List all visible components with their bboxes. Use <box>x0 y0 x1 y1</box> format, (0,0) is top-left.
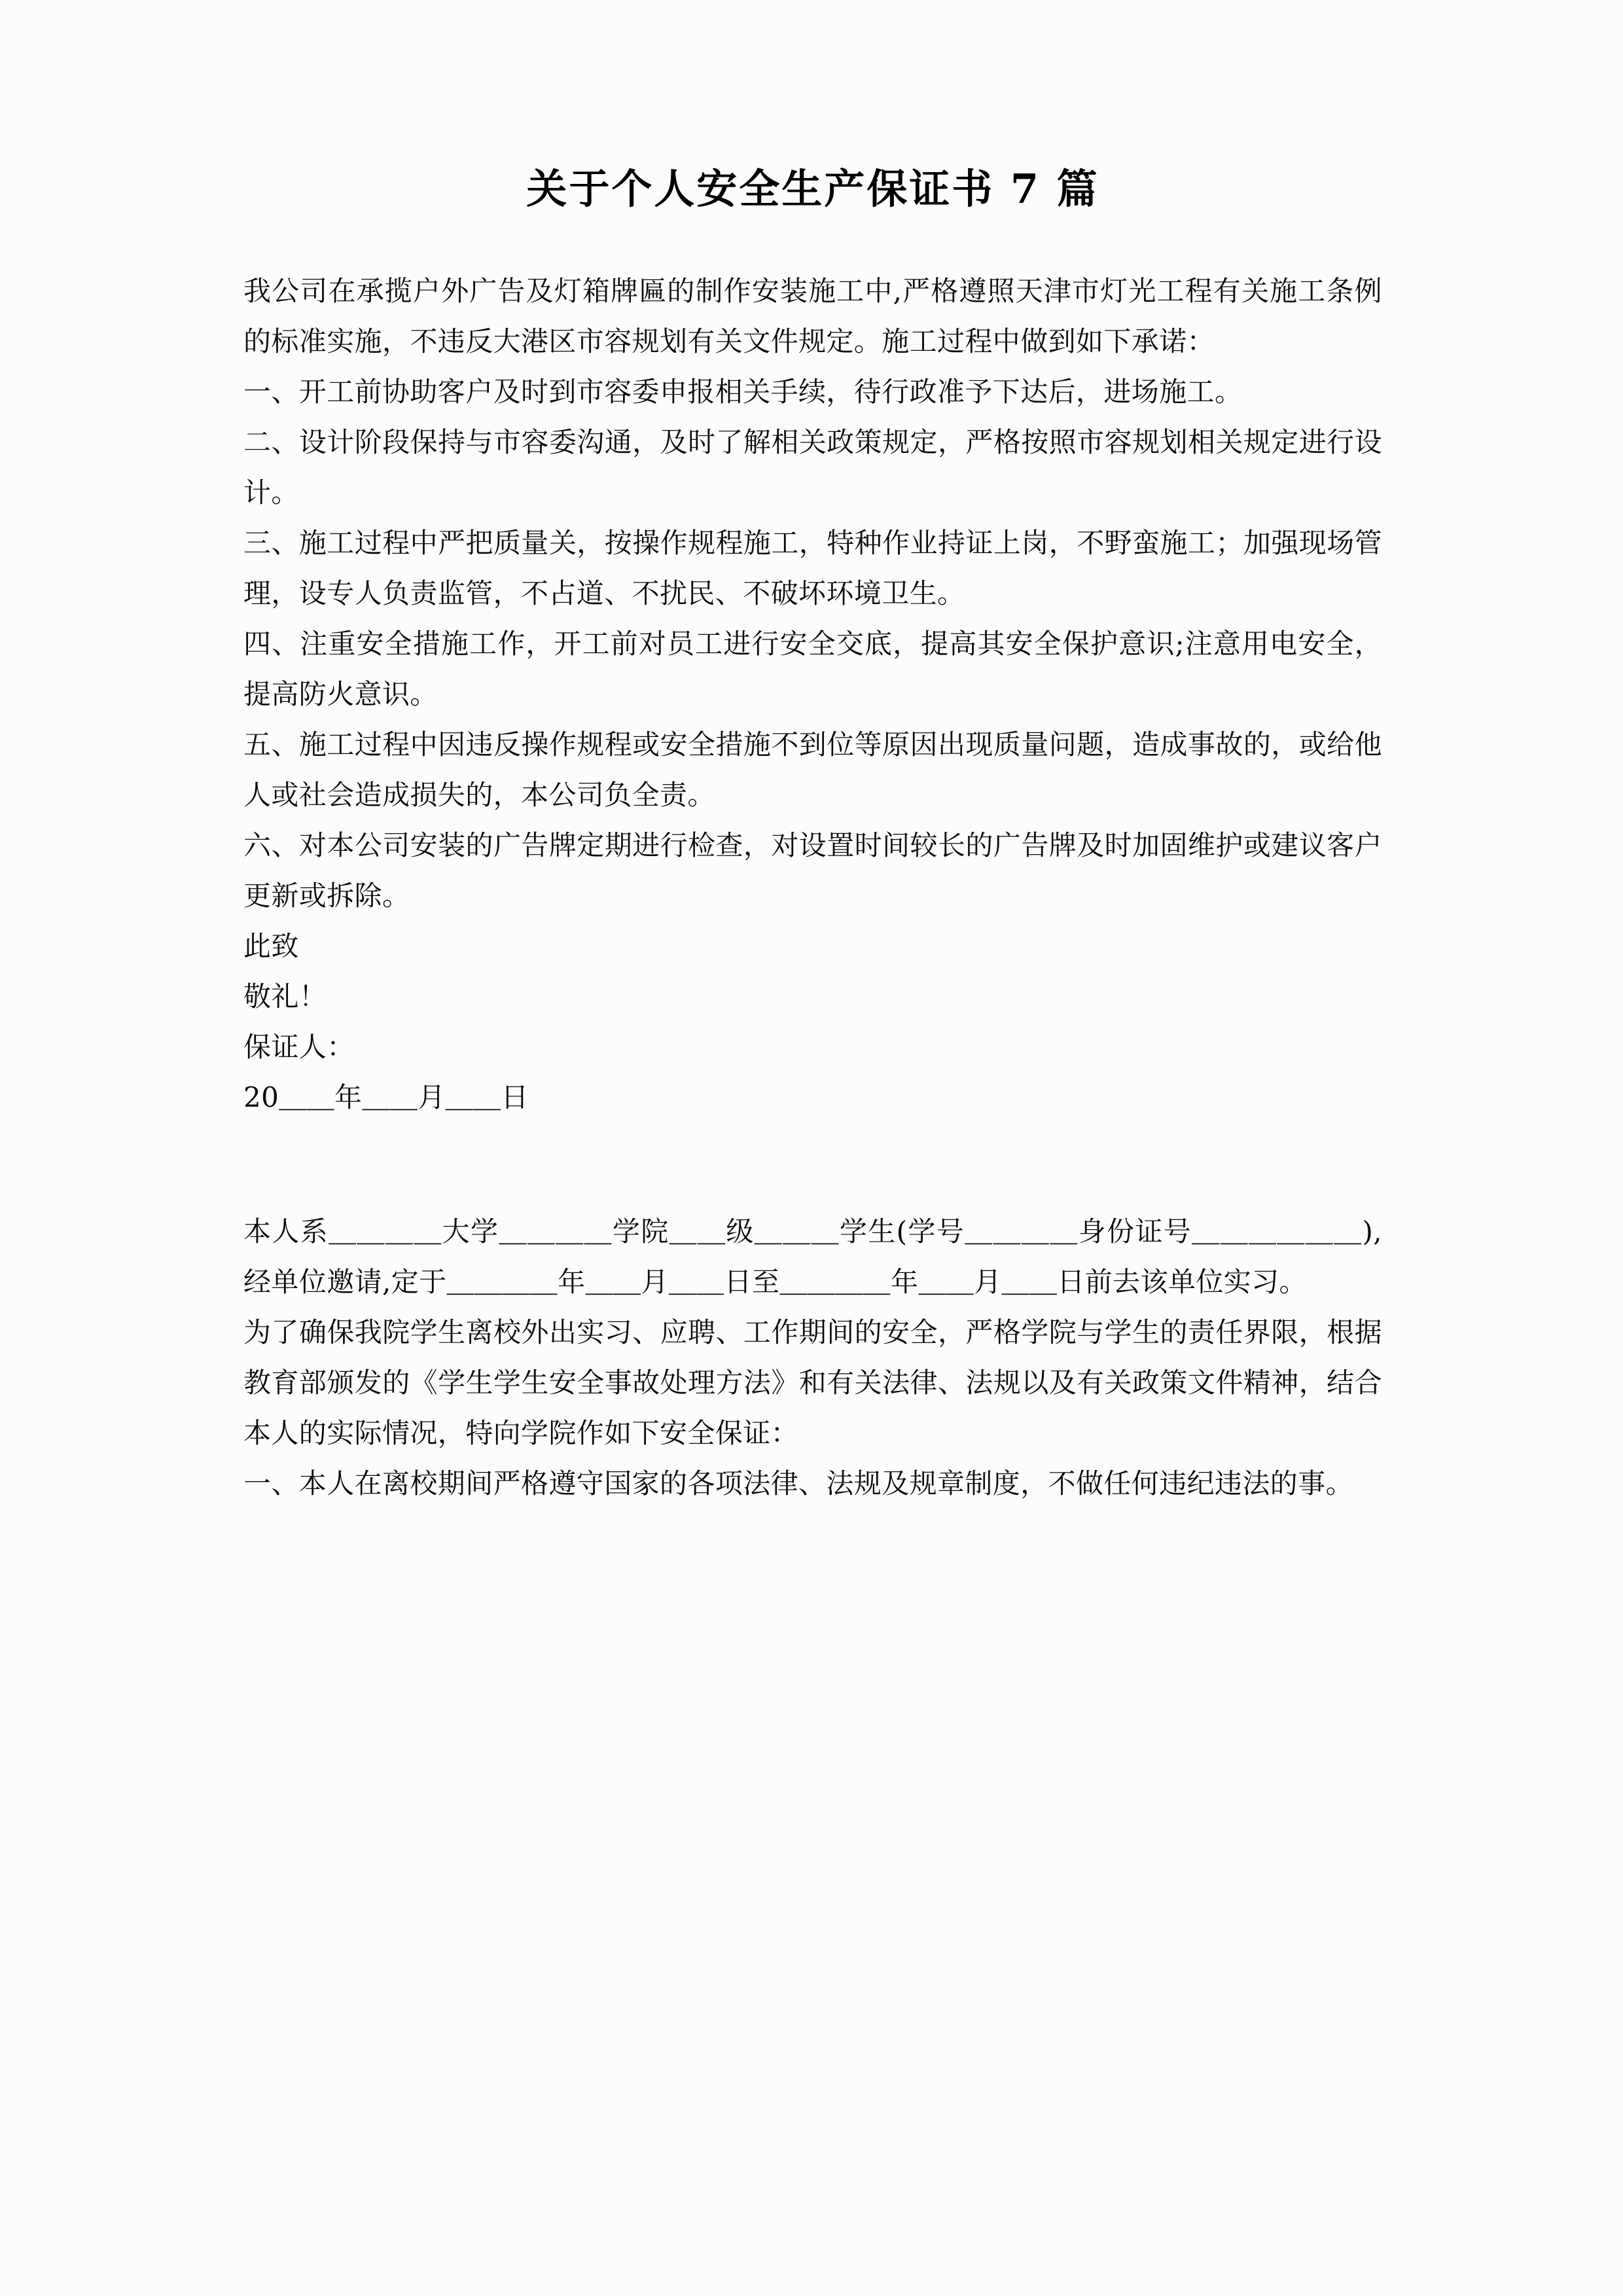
guarantor-signature-line: 保证人： <box>243 1030 355 1063</box>
section-divider-space <box>243 1122 1382 1206</box>
pledge-item-2: 二、设计阶段保持与市容委沟通，及时了解相关政策规定，严格按照市容规划相关规定进行设计。 <box>243 425 1382 509</box>
section-company-safety-pledge <box>243 266 1382 1122</box>
closing-jing-li: 敬礼！ <box>243 980 327 1013</box>
intro-paragraph: 我公司在承揽户外广告及灯箱牌匾的制作安装施工中,严格遵照天津市灯光工程有关施工条例的标准实施，不违反大港区市容规划有关文件规定。施工过程中做到如下承诺： <box>243 274 1382 357</box>
pledge-item-4: 四、注重安全措施工作，开工前对员工进行安全交底，提高其安全保护意识;注意用电安全，提高防火意识。 <box>243 627 1382 710</box>
pledge-item-1: 一、开工前协助客户及时到市容委申报相关手续，待行政准予下达后，进场施工。 <box>243 375 1243 408</box>
pledge-item-3: 三、施工过程中严把质量关，按操作规程施工，特种作业持证上岗，不野蛮施工；加强现场管理，设专人负责监管，不占道、不扰民、不破坏环境卫生。 <box>243 526 1382 609</box>
pledge-item-5: 五、施工过程中因违反操作规程或安全措施不到位等原因出现质量问题，造成事故的，或给他人或社会造成损失的，本公司负全责。 <box>243 728 1382 811</box>
student-identity-line: 本人系＿＿＿＿大学＿＿＿＿学院＿＿级＿＿＿学生(学号＿＿＿＿身份证号＿＿＿＿＿＿),经单位邀请,定于＿＿＿＿年＿＿月＿＿日至＿＿＿＿年＿＿月＿＿日前去该单位实习。 <box>243 1215 1382 1298</box>
closing-ci-zhi: 此致 <box>243 929 299 962</box>
date-line: 20＿＿年＿＿月＿＿日 <box>243 1081 529 1113</box>
section-student-internship-pledge <box>243 1206 1382 1509</box>
purpose-paragraph: 为了确保我院学生离校外出实习、应聘、工作期间的安全，严格学院与学生的责任界限，根据教育部颁发的《学生学生安全事故处理方法》和有关法律、法规以及有关政策文件精神，结合本人的实际情况，特向学院作如下安全保证： <box>243 1316 1382 1449</box>
document-content <box>243 164 1382 1509</box>
pledge-item-6: 六、对本公司安装的广告牌定期进行检查，对设置时间较长的广告牌及时加固维护或建议客户更新或拆除。 <box>243 829 1382 912</box>
page-title: 关于个人安全生产保证书 7 篇 <box>526 165 1099 213</box>
student-pledge-item-1: 一、本人在离校期间严格遵守国家的各项法律、法规及规章制度，不做任何违纪违法的事。 <box>243 1467 1354 1499</box>
